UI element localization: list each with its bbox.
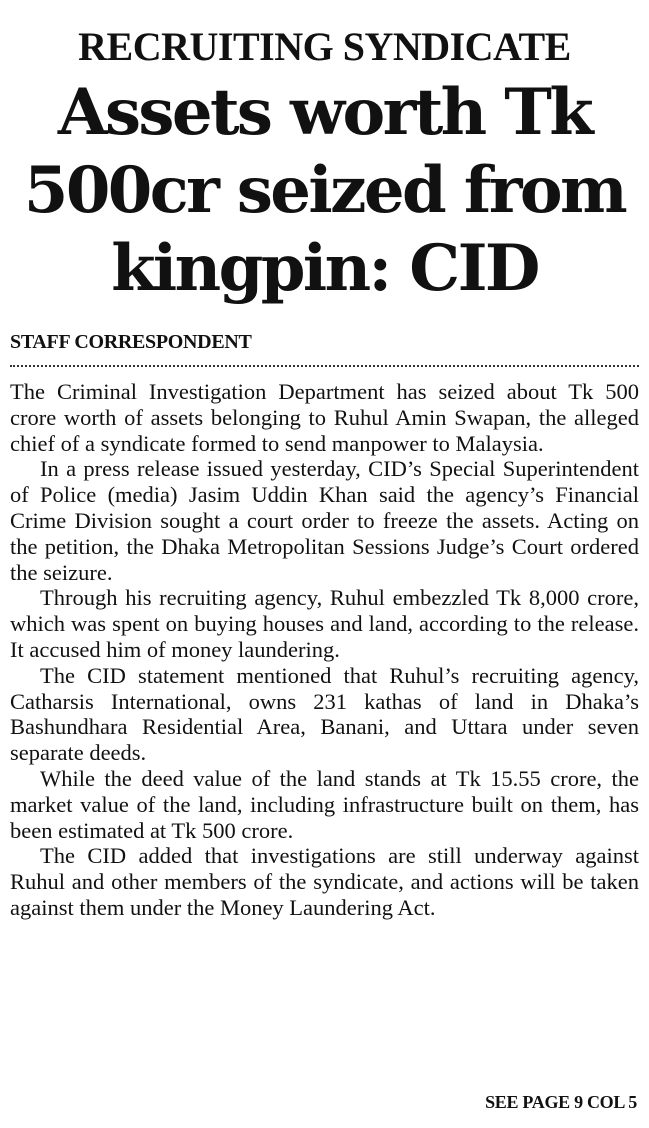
article-body xyxy=(10,379,639,1079)
article-paragraph: In a press release issued yesterday, CID’s Special Superintendent of Police (media) Jasim Uddin Khan said the agency’s Financial Crime Division sought a court order to freeze the assets. Acting on the petition, the Dhaka Metropolitan Sessions Judge’s Court ordered the seizure. xyxy=(10,456,639,585)
article-headline: Assets worth Tk 500cr seized from kingpin: CID xyxy=(23,75,626,306)
article-paragraph: Through his recruiting agency, Ruhul embezzled Tk 8,000 crore, which was spent on buying houses and land, according to the release. It accused him of money laundering. xyxy=(10,585,639,662)
article-paragraph: The CID statement mentioned that Ruhul’s recruiting agency, Catharsis International, owns 231 kathas of land in Dhaka’s Bashundhara Residential Area, Banani, and Uttara under seven separate deeds. xyxy=(10,662,639,766)
news-article xyxy=(10,0,639,1128)
article-paragraph: While the deed value of the land stands at Tk 15.55 crore, the market value of the land, including infrastructure built on them, has been estimated at Tk 500 crore. xyxy=(10,765,639,843)
article-kicker: RECRUITING SYNDICATE xyxy=(78,24,571,69)
dotted-divider xyxy=(10,365,639,367)
article-paragraph: The Criminal Investigation Department has seized about Tk 500 crore worth of assets belonging to Ruhul Amin Swapan, the alleged chief of a syndicate formed to send manpower to Malaysia. xyxy=(10,379,639,456)
article-byline: STAFF CORRESPONDENT xyxy=(10,331,252,353)
continuation-reference: SEE PAGE 9 COL 5 xyxy=(485,1092,637,1112)
article-paragraph: The CID added that investigations are still underway against Ruhul and other members of the syndicate, and actions will be taken against them under the Money Laundering Act. xyxy=(10,843,639,920)
